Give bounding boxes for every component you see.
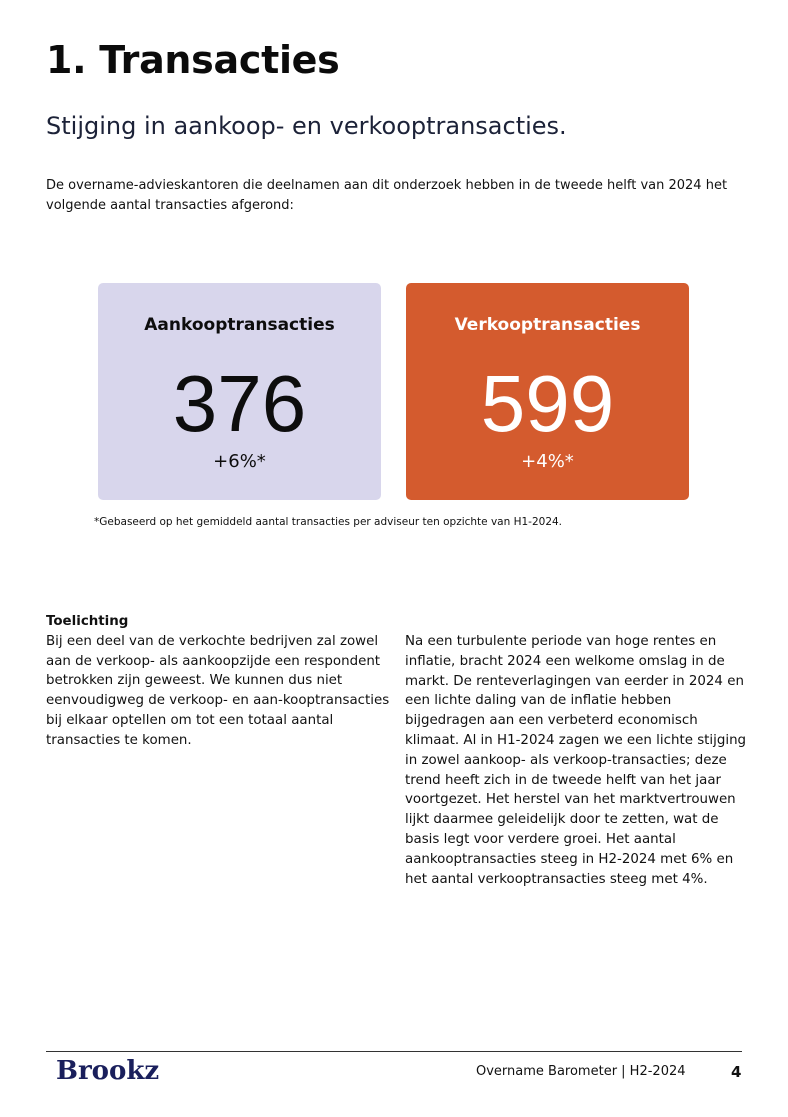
purchase-card-label: Aankooptransacties xyxy=(144,315,335,335)
purchase-card-value: 376 xyxy=(172,359,307,448)
sale-transactions-card xyxy=(406,283,689,500)
intro-paragraph: De overname-advieskantoren die deelnamen aan dit onderzoek hebben in de tweede helft van 2024 het volgende aantal transacties afgerond: xyxy=(46,178,728,213)
report-name: Overname Barometer | H2-2024 xyxy=(476,1064,686,1079)
sale-card-change: +4%* xyxy=(521,451,574,472)
explanation-heading: Toelichting xyxy=(46,614,129,629)
explanation-column-right xyxy=(405,632,750,889)
explanation-column-left xyxy=(46,612,391,751)
sale-card-label: Verkooptransacties xyxy=(454,315,641,335)
explanation-right-text: Na een turbulente periode van hoge rentes en inflatie, bracht 2024 een welkome omslag in de markt. De renteverlagingen van eerder in 2024 en een lichte daling van de inflatie hebben bijgedragen aan een verbeterd economisch klimaat. Al in H1-2024 zagen we een lichte stijging in zowel aankoop- als verkoop-transacties; deze trend heeft zich in de tweede helft van het jaar voortgezet. Het herstel van het marktvertrouwen lijkt daarmee geleidelijk door te zetten, wat de basis legt voor verdere groei. Het aantal aankooptransacties steeg in H2-2024 met 6% en het aantal verkooptransacties steeg met 4%. xyxy=(405,634,747,887)
purchase-card-change: +6%* xyxy=(213,451,266,472)
page-number: 4 xyxy=(731,1063,742,1081)
footnote: *Gebaseerd op het gemiddeld aantal transacties per adviseur ten opzichte van H1-2024. xyxy=(94,516,563,528)
page-title: 1. Transacties xyxy=(46,38,340,82)
footer-divider xyxy=(46,1051,742,1052)
purchase-transactions-card xyxy=(98,283,381,500)
explanation-left-text: Bij een deel van de verkochte bedrijven zal zowel aan de verkoop- als aankoopzijde een respondent betrokken zijn geweest. We kunnen dus niet eenvoudigweg de verkoop- en aan-kooptransacties bij elkaar optellen om tot een totaal aantal transacties te komen. xyxy=(46,633,390,748)
sale-card-value: 599 xyxy=(480,359,615,448)
brand-logo: Brookz xyxy=(56,1056,160,1086)
page-subtitle: Stijging in aankoop- en verkooptransacties. xyxy=(46,112,567,140)
